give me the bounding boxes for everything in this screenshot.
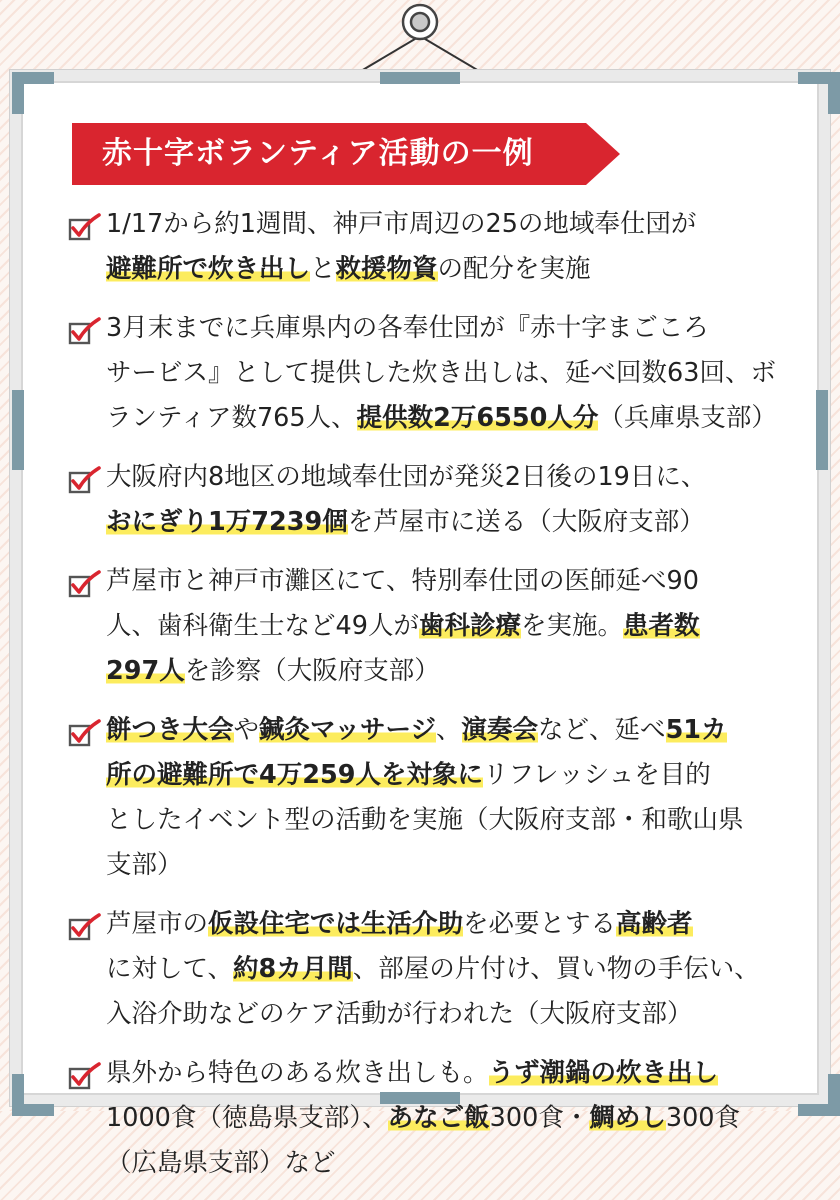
item-text: を芦屋市に送る（大阪府支部）	[347, 507, 705, 537]
item-line	[106, 351, 788, 396]
item-text: や	[233, 715, 260, 745]
highlighted-text: 297人	[106, 656, 185, 686]
item-line	[106, 1096, 788, 1141]
item-text: 支部）	[106, 850, 183, 880]
item-text: に対して、	[106, 954, 233, 984]
item-text: 300食・	[489, 1103, 590, 1133]
item-line	[106, 202, 788, 247]
highlighted-text: 高齢者	[616, 909, 693, 939]
item-text: 1000食（徳島県支部）、	[106, 1103, 388, 1133]
item-line	[106, 708, 788, 753]
highlighted-text: 仮設住宅では生活介助	[208, 909, 464, 939]
list-item	[68, 1051, 788, 1186]
item-text: としたイベント型の活動を実施（大阪府支部・和歌山県	[106, 805, 744, 835]
item-text: 大阪府内8地区の地域奉仕団が発災2日後の19日に、	[106, 462, 707, 492]
item-line	[106, 992, 788, 1037]
checkbox-check-icon	[68, 1061, 102, 1091]
item-text: を必要とする	[463, 909, 617, 939]
item-text: を診察（大阪府支部）	[184, 656, 440, 686]
item-line	[106, 902, 788, 947]
activity-list	[68, 202, 788, 1200]
frame-clip	[816, 390, 828, 470]
item-text: 3月末までに兵庫県内の各奉仕団が『赤十字まごころ	[106, 313, 709, 343]
item-text: 300食	[665, 1103, 741, 1133]
item-text: 人、歯科衛生士など49人が	[106, 611, 419, 641]
item-text: （兵庫県支部）	[598, 403, 777, 433]
item-text: 芦屋市と神戸市灘区にて、特別奉仕団の医師延べ90	[106, 566, 699, 596]
checkbox-check-icon	[68, 465, 102, 495]
list-item	[68, 559, 788, 694]
item-text: 、	[436, 715, 462, 745]
highlighted-text: おにぎり1万7239個	[106, 507, 348, 537]
highlighted-text: 51カ	[665, 715, 727, 745]
item-line	[106, 843, 788, 888]
item-text: 1/17から約1週間、神戸市周辺の25の地域奉仕団が	[106, 209, 697, 239]
frame-clip	[12, 390, 24, 470]
highlighted-text: 演奏会	[461, 715, 539, 745]
list-item	[68, 455, 788, 545]
item-text: （広島県支部）など	[106, 1148, 336, 1178]
item-line	[106, 559, 788, 604]
list-item	[68, 902, 788, 1037]
item-text: 芦屋市の	[106, 909, 209, 939]
item-line	[106, 947, 788, 992]
checkbox-check-icon	[68, 569, 102, 599]
frame-corner	[12, 72, 54, 114]
highlighted-text: 歯科診療	[418, 611, 521, 641]
highlighted-text: 避難所で炊き出し	[106, 254, 311, 284]
frame-clip	[380, 72, 460, 84]
item-line	[106, 798, 788, 843]
item-text: 、部屋の片付け、買い物の手伝い、	[352, 954, 760, 984]
frame-corner	[798, 72, 840, 114]
highlighted-text: あなご飯	[387, 1103, 490, 1133]
highlighted-text: うず潮鍋の炊き出し	[488, 1058, 719, 1088]
highlighted-text: 約8カ月間	[233, 954, 353, 984]
list-item	[68, 202, 788, 292]
checkbox-check-icon	[68, 912, 102, 942]
item-text: の配分を実施	[437, 254, 591, 284]
item-line	[106, 1141, 788, 1186]
item-text: 入浴介助などのケア活動が行われた（大阪府支部）	[106, 999, 693, 1029]
frame-corner	[12, 1074, 54, 1116]
item-text: 県外から特色のある炊き出しも。	[106, 1058, 489, 1088]
highlighted-text: 所の避難所で4万259人を対象に	[106, 760, 483, 790]
list-item	[68, 708, 788, 888]
item-line	[106, 753, 788, 798]
highlighted-text: 鯛めし	[589, 1103, 666, 1133]
item-text: と	[310, 254, 336, 284]
item-line	[106, 604, 788, 649]
highlighted-text: 救援物資	[335, 254, 438, 284]
item-text: を実施。	[520, 611, 623, 641]
checkbox-check-icon	[68, 316, 102, 346]
item-line	[106, 247, 788, 292]
checkbox-check-icon	[68, 212, 102, 242]
item-text: リフレッシュを目的	[482, 760, 711, 790]
highlighted-text: 鍼灸マッサージ	[259, 715, 437, 745]
highlighted-text: 餅つき大会	[106, 715, 234, 745]
item-line	[106, 306, 788, 351]
highlighted-text: 患者数	[622, 611, 700, 641]
list-item	[68, 306, 788, 441]
item-text: など、延べ	[538, 715, 666, 745]
item-line	[106, 500, 788, 545]
checkbox-check-icon	[68, 718, 102, 748]
item-line	[106, 455, 788, 500]
highlighted-text: 提供数2万6550人分	[356, 403, 599, 433]
frame-corner	[798, 1074, 840, 1116]
page-title: 赤十字ボランティア活動の一例	[102, 136, 534, 171]
item-line	[106, 1051, 788, 1096]
item-text: サービス』として提供した炊き出しは、延べ回数63回、ボ	[106, 358, 776, 388]
item-line	[106, 396, 788, 441]
item-text: ランティア数765人、	[106, 403, 357, 433]
item-line	[106, 649, 788, 694]
